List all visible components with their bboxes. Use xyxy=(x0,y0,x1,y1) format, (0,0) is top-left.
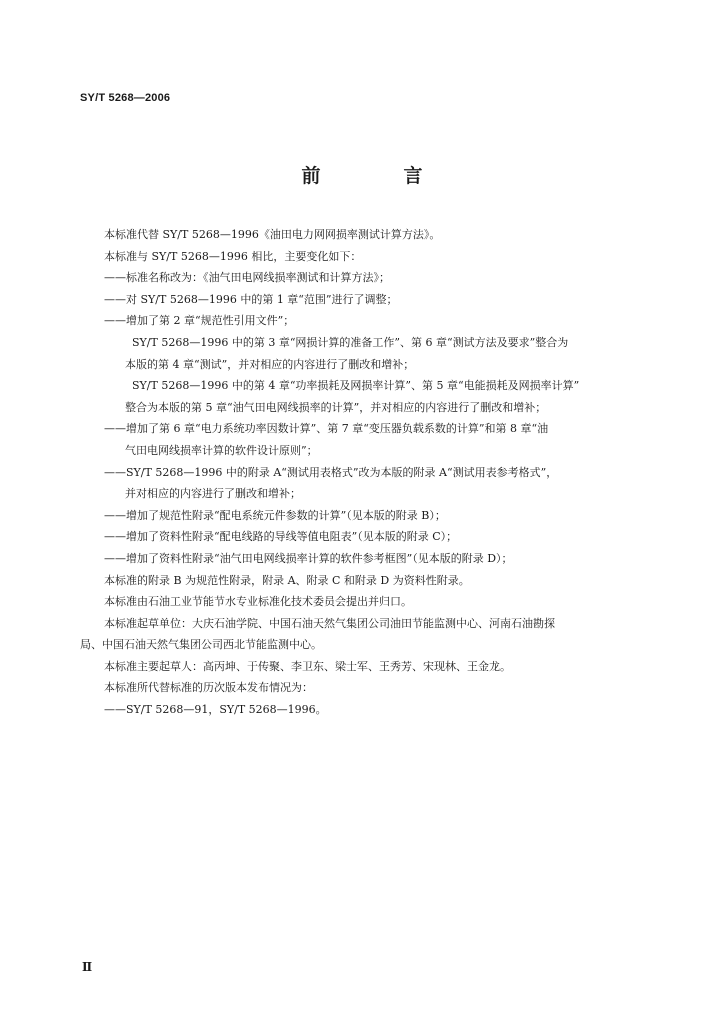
paragraph: 本标准起草单位：大庆石油学院、中国石油天然气集团公司油田节能监测中心、河南石油勘探 xyxy=(104,616,555,630)
paragraph: SY/T 5268—1996 中的第 3 章“网损计算的准备工作”、第 6 章“测试方法及要求”整合为 xyxy=(132,335,569,349)
paragraph: 本标准代替 SY/T 5268—1996《油田电力网网损率测试计算方法》。 xyxy=(104,228,441,241)
paragraph: 本标准主要起草人：高丙坤、于传聚、李卫东、梁士军、王秀芳、宋现林、王金龙。 xyxy=(104,659,511,673)
paragraph: 局、中国石油天然气集团公司西北节能监测中心。 xyxy=(80,638,322,652)
paragraph: 本标准所代替标准的历次版本发布情况为： xyxy=(104,681,313,695)
list-item: ——增加了规范性附录“配电系统元件参数的计算”（见本版的附录 B）； xyxy=(104,508,446,522)
list-item: ——SY/T 5268—1996 中的附录 A“测试用表格式”改为本版的附录 A“测试用表参考格式”， xyxy=(104,465,558,479)
paragraph: SY/T 5268—1996 中的第 4 章“功率损耗及网损率计算”、第 5 章“电能损耗及网损率计算” xyxy=(132,379,580,393)
paragraph: 整合为本版的第 5 章“油气田电网线损率的计算”，并对相应的内容进行了删改和增补； xyxy=(125,400,547,414)
list-item: ——增加了资料性附录“配电线路的导线等值电阻表”（见本版的附录 C）； xyxy=(104,530,458,544)
list-item: ——标准名称改为：《油气田电网线损率测试和计算方法》； xyxy=(104,271,390,285)
paragraph: 气田电网线损率计算的软件设计原则”； xyxy=(125,443,318,457)
paragraph: 本标准由石油工业节能节水专业标准化技术委员会提出并归口。 xyxy=(104,595,412,609)
page-title: 前 言 xyxy=(301,165,455,187)
foreword-body xyxy=(80,224,670,721)
list-item: ——增加了资料性附录“油气田电网线损率计算的软件参考框图”（见本版的附录 D）； xyxy=(104,551,513,565)
list-item: ——SY/T 5268—91，SY/T 5268—1996。 xyxy=(104,703,327,717)
paragraph: 本版的第 4 章“测试”，并对相应的内容进行了删改和增补； xyxy=(125,357,415,371)
page-number: Ⅱ xyxy=(82,960,93,974)
list-item: ——对 SY/T 5268—1996 中的第 1 章“范围”进行了调整； xyxy=(104,292,398,306)
list-item: ——增加了第 6 章“电力系统功率因数计算”、第 7 章“变压器负载系数的计算”和第 8 章“油 xyxy=(104,422,549,436)
standard-code: SY/T 5268—2006 xyxy=(80,92,171,104)
list-item: ——增加了第 2 章“规范性引用文件”； xyxy=(104,314,295,328)
paragraph: 本标准与 SY/T 5268—1996 相比，主要变化如下： xyxy=(104,249,362,263)
paragraph: 本标准的附录 B 为规范性附录，附录 A、附录 C 和附录 D 为资料性附录。 xyxy=(104,573,470,587)
paragraph: 并对相应的内容进行了删改和增补； xyxy=(125,487,301,501)
